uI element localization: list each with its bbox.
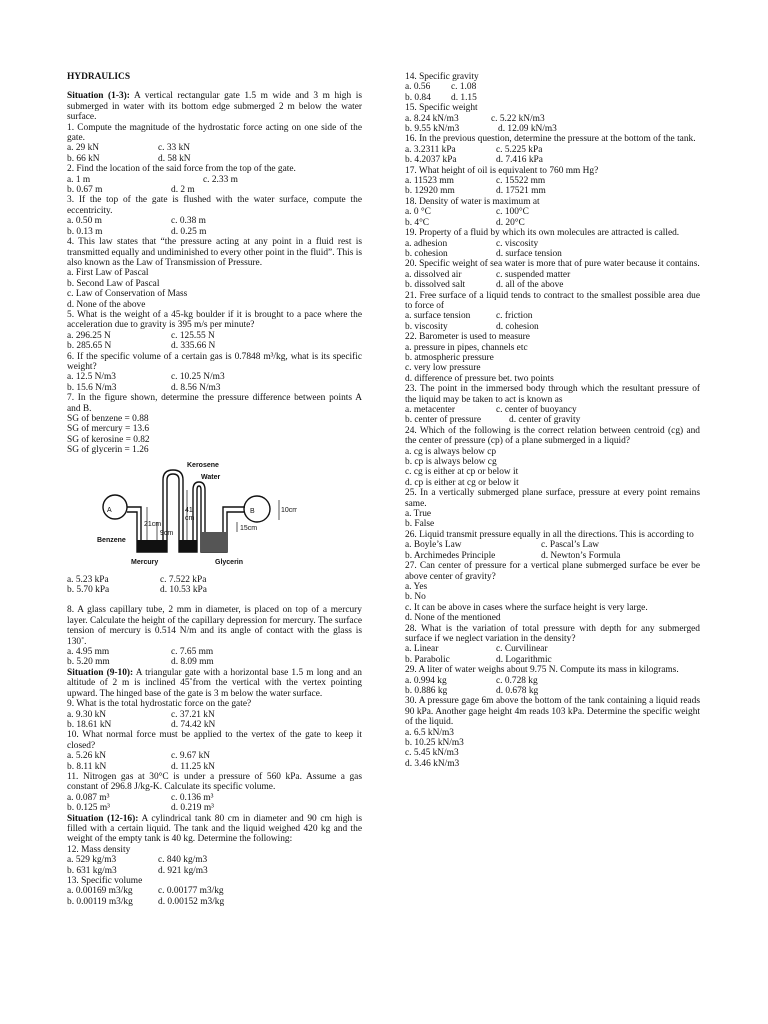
question-5: 5. What is the weight of a 45-kg boulder if it is brought to a pace where the acceleration due to gravity is 395 m/s per minute? [67,309,362,331]
choice-c: c. cg is either at cp or below it [405,467,519,478]
choice-d: d. 0.00152 m3/kg [158,896,225,907]
choice-c: c. 33 kN [158,143,191,154]
choice-b: b. atmospheric pressure [405,352,494,363]
choice-b: b. 15.6 N/m3 [67,382,117,393]
choices-row [67,720,362,730]
choice-b: b. cp is always below cg [405,457,497,468]
question-28: 28. What is the variation of total pressure with depth for any submerged surface if we neglect variation in the density? [405,623,700,644]
choice-b: b. 12920 mm [405,186,455,197]
choice-b: b. cohesion [405,248,448,259]
label-kerosene: Kerosene [187,461,219,469]
question-12: 12. Mass density [67,844,131,855]
question-21: 21. Free surface of a liquid tends to contract to the smallest possible area due to force of [405,290,700,311]
question-4: 4. This law states that “the pressure acting at any point in a fluid rest is transmitted equally and undiminished to every other point in the fluid”. This is also known as the Law of Transmission of Pressure. [67,237,362,268]
choice-a: a. 5.23 kPa [67,574,109,585]
choice-c: c. Law of Conservation of Mass [67,289,188,300]
choices-row [405,405,700,415]
question-2: 2. Find the location of the said force from the top of the gate. [67,164,296,175]
choice-d: d. 921 kg/m3 [158,865,208,876]
choice-c: c. 37.21 kN [171,709,215,720]
question-6: 6. If the specific volume of a certain gas is 0.7848 m³/kg, what is its specific weight? [67,351,362,372]
choices-row [405,415,700,425]
choice-a: a. 0.994 kg [405,675,447,686]
choice-b: b. 5.20 mm [67,657,110,668]
label-glycerin: Glycerin [215,558,244,566]
choice-b: b. 0.67 m [67,185,103,196]
choice-a: a. 0.50 m [67,216,102,227]
choices-row [67,216,362,226]
question-25: 25. In a vertically submerged plane surface, pressure at every point remains same. [405,488,700,509]
sg-glycerin: SG of glycerin = 1.26 [67,445,149,456]
choice-a: a. 29 kN [67,143,100,154]
choice-d: d. 0.678 kg [496,685,539,696]
choices-row [67,855,362,865]
choice-b: b. 0.84 [405,92,431,103]
question-18: 18. Density of water is maximum at [405,196,540,207]
choice-c: c. 15522 mm [496,176,546,187]
choice-d: d. 58 kN [158,153,191,164]
choice-d: d. None of the mentioned [405,613,501,624]
choices-row [67,793,362,803]
question-13: 13. Specific volume [67,876,143,886]
choices-row [67,657,362,667]
choice-a: a. 6.5 kN/m3 [405,727,454,738]
label-point-a: A [107,506,112,514]
glycerin-fill [201,532,227,552]
choices-row [67,647,362,657]
choices-row [405,218,700,228]
choice-a: a. Linear [405,644,439,655]
choices-row [405,655,700,665]
choice-c: c. 1.08 [451,82,477,93]
question-8: 8. A glass capillary tube, 2 mm in diameter, is placed on top of a mercury layer. Calculate the height of the capillary depression for mercury. The surface tension of mercury is 0.514 N/m and its angle of contact with the glass is 130˚. [67,605,362,647]
choices-row [67,710,362,720]
choice-c: c. 2.33 m [203,174,238,185]
choice-b: b. 66 kN [67,153,100,164]
choice-a: a. Boyle’s Law [405,540,462,551]
question-9: 9. What is the total hydrostatic force on the gate? [67,699,252,710]
choice-b: b. False [405,519,435,530]
choice-a: a. 11523 mm [405,176,454,187]
choice-b: b. 18.61 kN [67,719,112,730]
choice-b: b. viscosity [405,321,448,332]
question-1: 1. Compute the magnitude of the hydrostatic force acting on one side of the gate. [67,122,362,144]
choices-row [67,762,362,772]
question-26: 26. Liquid transmit pressure equally in all the directions. This is according to [405,529,694,540]
choices-row [405,551,700,561]
question-16: 16. In the previous question, determine the pressure at the bottom of the tank. [405,134,696,145]
choices-row [405,644,700,654]
choice-c: c. It can be above in cases where the surface height is very large. [405,602,648,613]
question-27: 27. Can center of pressure for a vertical plane submerged surface be ever be above center of gravity? [405,561,700,582]
choice-d: d. 17521 mm [496,186,546,197]
label-9cm: 9cm [160,529,174,537]
choice-d: d. 20°C [496,217,525,228]
choice-d: d. Logarithmic [496,654,552,665]
situation-label: Situation (1-3): [67,91,130,102]
choice-c: c. 0.136 m³ [171,792,214,803]
question-14: 14. Specific gravity [405,72,479,82]
choice-d: d. 3.46 kN/m3 [405,758,460,769]
situation-text: A vertical rectangular gate 1.5 m wide and 3 m high is submerged in water with its bottom edge submerged 2 m below the water surface. [67,91,362,123]
label-mercury: Mercury [131,558,159,566]
choice-d: d. 0.25 m [171,226,207,237]
choice-b: b. Second Law of Pascal [67,278,160,289]
choice-c: c. 5.225 kPa [496,144,543,155]
sg-kerosine: SG of kerosine = 0.82 [67,434,150,445]
choice-a: a. True [405,509,432,520]
choice-b: b. 0.13 m [67,226,103,237]
choices-row [405,155,700,165]
choices-row [67,886,362,896]
sg-benzene: SG of benzene = 0.88 [67,414,149,424]
label-41-cm: cm [185,514,195,522]
choice-c: c. 10.25 N/m3 [171,372,225,383]
choice-b: b. No [405,592,426,603]
choice-d: d. Newton’s Formula [541,550,621,561]
choice-d: d. cohesion [496,321,539,332]
choice-a: a. cg is always below cp [405,446,497,457]
choice-b: b. center of pressure [405,415,482,426]
question-24: 24. Which of the following is the correct relation between centroid (cg) and the center of pressure (cp) of a plane submerged in a liquid? [405,425,700,447]
choice-a: a. surface tension [405,311,471,322]
choice-d: d. surface tension [496,248,562,259]
choice-c: c. 7.522 kPa [160,574,207,585]
manometer-figure [97,460,297,570]
choice-a: a. dissolved air [405,269,462,280]
choice-d: d. 7.416 kPa [496,155,543,166]
choice-d: d. cp is either at cg or below it [405,477,519,488]
question-29: 29. A liter of water weighs about 9.75 N. Compute its mass in kilograms. [405,665,679,676]
choices-row [405,145,700,155]
question-20: 20. Specific weight of sea water is more that of pure water because it contains. [405,259,700,270]
label-benzene: Benzene [97,536,126,544]
choice-c: c. suspended matter [496,269,571,280]
situation-9-10 [67,668,362,699]
choice-c: c. 5.22 kN/m3 [491,113,545,124]
choice-c: c. 125.55 N [171,330,215,341]
question-10: 10. What normal force must be applied to the vertex of the gate to keep it closed? [67,730,362,751]
choice-c: c. 0.00177 m3/kg [158,886,224,897]
choice-c: c. 5.45 kN/m3 [405,748,459,759]
choices-row [405,676,700,686]
choice-b: b. 0.125 m³ [67,803,110,814]
situation-text: A cylindrical tank 80 cm in diameter and 90 cm high is filled with a certain liquid. The tank and the liquid weighed 420 kg and the weight of the empty tank is 40 kg. Determine the following: [67,813,362,845]
choice-d: d. center of gravity [509,415,581,426]
right-column [405,72,700,769]
choices-row [67,331,362,341]
choice-c: c. 0.38 m [171,216,206,227]
choice-b: b. 8.11 kN [67,761,107,772]
question-17: 17. What height of oil is equivalent to 760 mm Hg? [405,165,599,176]
choice-b: b. 10.25 kN/m3 [405,738,464,748]
mercury-fill [137,540,167,552]
choice-b: b. Parabolic [405,654,450,665]
situation-1-3 [67,91,362,122]
choice-a: a. Yes [405,581,428,592]
vessel-b-shape [244,496,270,522]
choice-c: c. Pascal’s Law [541,540,600,551]
choice-d: d. None of the above [67,299,146,310]
choice-b: b. 285.65 N [67,341,112,352]
choice-a: a. 529 kg/m3 [67,855,117,866]
situation-12-16 [67,814,362,845]
choice-d: d. difference of pressure bet. two points [405,373,554,384]
page-title: HYDRAULICS [67,72,131,82]
choice-b: b. 0.886 kg [405,685,448,696]
choice-b: b. 631 kg/m3 [67,865,117,876]
label-water: Water [201,473,221,481]
label-point-b: B [250,507,255,515]
choices-row [405,686,700,696]
choice-a: a. 1 m [67,174,91,185]
choice-a: a. 12.5 N/m3 [67,372,116,383]
choice-d: d. 8.56 N/m3 [171,382,221,393]
choice-a: a. 3.2311 kPa [405,144,456,155]
choice-a: a. 296.25 N [67,330,111,341]
choices-row [67,751,362,761]
choices-row [67,185,362,195]
choice-a: a. 0.56 [405,82,431,93]
choice-c: c. 840 kg/m3 [158,855,208,866]
choice-d: d. 74.42 kN [171,719,216,730]
choice-a: a. 9.30 kN [67,709,107,720]
choice-a: a. metacenter [405,405,455,415]
choices-row [405,311,700,321]
question-23: 23. The point in the immersed body through which the resultant pressure of the liquid may be taken to act is known as [405,384,700,405]
choice-c: c. 7.65 mm [171,647,214,658]
question-15: 15. Specific weight [405,103,478,114]
choices-row [67,341,362,351]
manometer-diagram [97,460,297,570]
question-19: 19. Property of a fluid by which its own molecules are attracted is called. [405,228,680,239]
choice-a: a. First Law of Pascal [67,268,149,279]
choice-d: d. 1.15 [451,92,477,103]
choices-row [405,249,700,259]
choice-a: a. 0 °C [405,207,431,218]
choices-row [405,186,700,196]
choice-d: d. all of the above [496,280,564,291]
sg-mercury: SG of mercury = 13.6 [67,424,150,435]
choices-row [67,227,362,237]
choice-c: c. center of buoyancy [496,405,577,415]
left-column [67,72,362,907]
choice-d: d. 0.219 m³ [171,803,214,814]
choice-b: b. 0.00119 m3/kg [67,896,133,907]
label-10cm: 10cm [281,506,297,514]
choices-row [67,154,362,164]
choice-a: a. 8.24 kN/m3 [405,113,459,124]
choice-c: c. 0.728 kg [496,675,538,686]
question-30: 30. A pressure gage 6m above the bottom of the tank containing a liquid reads 90 kPa. Another gage height 4m reads 103 kPa. Determine the specific weight of the liquid. [405,696,700,728]
choices-row [67,372,362,382]
choices-row [405,239,700,249]
mercury-fill [179,540,197,552]
choices-row [405,124,700,134]
choices-row [67,143,362,153]
choice-b: b. 5.70 kPa [67,585,110,596]
choices-row [67,585,362,595]
choice-d: d. 335.66 N [171,341,216,352]
choice-d: d. 2 m [171,185,195,196]
question-7: 7. In the figure shown, determine the pressure difference between points A and B. [67,393,362,414]
choices-row [405,540,700,550]
choice-a: a. 4.95 mm [67,647,110,658]
choice-a: a. 5.26 kN [67,751,107,762]
choices-row [67,383,362,393]
choices-row [67,897,362,907]
choices-row [67,575,362,585]
situation-label: Situation (9-10): [67,667,134,678]
choices-row [405,114,700,124]
choice-d: d. 11.25 kN [171,761,215,772]
choice-d: d. 12.09 kN/m3 [498,124,557,135]
choice-c: c. viscosity [496,238,539,249]
label-15cm: 15cm [240,524,258,532]
choice-d: d. 10.53 kPa [160,585,207,596]
choice-b: b. dissolved salt [405,280,466,291]
choices-row [405,82,700,92]
choice-a: a. 0.087 m³ [67,792,110,803]
label-21cm: 21cm [144,520,162,528]
choices-row [67,803,362,813]
choice-b: b. Archimedes Principle [405,550,496,561]
choice-c: c. 9.67 kN [171,751,211,762]
choice-c: c. Curvilinear [496,644,548,655]
choice-a: a. pressure in pipes, channels etc [405,342,528,353]
question-11: 11. Nitrogen gas at 30°C is under a pressure of 560 kPa. Assume a gas constant of 296.8 J/kg-K. Calculate its specific volume. [67,771,362,793]
choices-row [405,207,700,217]
situation-label: Situation (12-16): [67,813,139,824]
choices-row [405,280,700,290]
choice-a: a. adhesion [405,238,448,249]
choice-d: d. 8.09 mm [171,657,214,668]
choices-row [405,176,700,186]
choices-row [405,270,700,280]
choice-c: c. friction [496,311,533,322]
choice-b: b. 9.55 kN/m3 [405,124,460,135]
question-3: 3. If the top of the gate is flushed with the water surface, compute the eccentricity. [67,195,362,216]
choice-b: b. 4°C [405,217,430,228]
choices-row [405,322,700,332]
choice-b: b. 4.2037 kPa [405,155,457,166]
situation-text: A triangular gate with a horizontal base 1.5 m long and an altitude of 2 m is inclined 45˚from the vertical with the vertex pointing upward. The hinged base of the gate is 3 m below the water surface. [67,667,362,699]
choices-row [405,93,700,103]
choices-row [67,175,362,185]
choice-c: c. 100°C [496,207,529,218]
choice-c: c. very low pressure [405,363,481,374]
label-41: 41 [185,506,193,514]
question-22: 22. Barometer is used to measure [405,332,530,343]
choice-a: a. 0.00169 m3/kg [67,886,133,897]
choices-row [67,866,362,876]
